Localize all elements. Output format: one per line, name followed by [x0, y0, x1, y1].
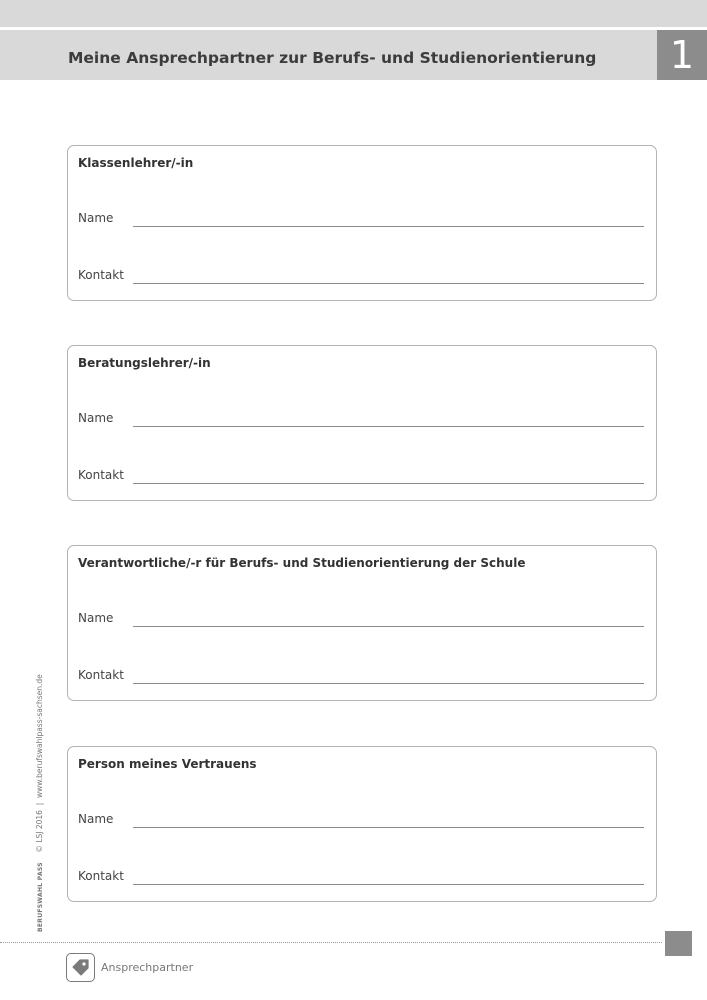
berufswahlpass-logo: BERUFSWAHL PASS	[37, 862, 44, 932]
name-row	[78, 411, 644, 431]
separator-text: |	[35, 802, 44, 806]
name-label: Name	[78, 211, 114, 225]
website-link[interactable]: www.berufswahlpass-sachsen.de	[35, 674, 44, 798]
section-title: Beratungslehrer/-in	[78, 356, 211, 370]
name-field-line[interactable]	[133, 226, 644, 227]
contact-row	[78, 668, 644, 688]
copyright-text: © LSJ 2016	[35, 810, 44, 853]
contact-label: Kontakt	[78, 268, 124, 282]
section-title: Klassenlehrer/-in	[78, 156, 194, 170]
section-title: Person meines Vertrauens	[78, 757, 257, 771]
contact-row	[78, 468, 644, 488]
contact-field-line[interactable]	[133, 483, 644, 484]
contact-label: Kontakt	[78, 668, 124, 682]
contact-field-line[interactable]	[133, 884, 644, 885]
section-klassenlehrer	[67, 145, 657, 301]
contact-row	[78, 268, 644, 288]
name-label: Name	[78, 411, 114, 425]
name-row	[78, 611, 644, 631]
name-row	[78, 211, 644, 231]
contact-label: Kontakt	[78, 468, 124, 482]
chapter-number-badge: 1	[657, 30, 707, 80]
contact-field-line[interactable]	[133, 683, 644, 684]
section-title: Verantwortliche/-r für Berufs- und Studienorientierung der Schule	[78, 556, 526, 570]
section-vertrauensperson	[67, 746, 657, 902]
contact-label: Kontakt	[78, 869, 124, 883]
contact-field-line[interactable]	[133, 283, 644, 284]
name-field-line[interactable]	[133, 626, 644, 627]
tag-icon	[66, 953, 95, 982]
name-row	[78, 812, 644, 832]
section-verantwortliche	[67, 545, 657, 701]
name-field-line[interactable]	[133, 426, 644, 427]
footer-label: Ansprechpartner	[101, 961, 194, 974]
name-label: Name	[78, 611, 114, 625]
section-beratungslehrer	[67, 345, 657, 501]
side-credit	[35, 674, 44, 932]
name-label: Name	[78, 812, 114, 826]
name-field-line[interactable]	[133, 827, 644, 828]
top-strip	[0, 0, 707, 27]
page-corner-marker	[665, 931, 692, 956]
page-title: Meine Ansprechpartner zur Berufs- und Studienorientierung	[68, 49, 597, 67]
contact-row	[78, 869, 644, 889]
footer-divider	[0, 942, 662, 943]
